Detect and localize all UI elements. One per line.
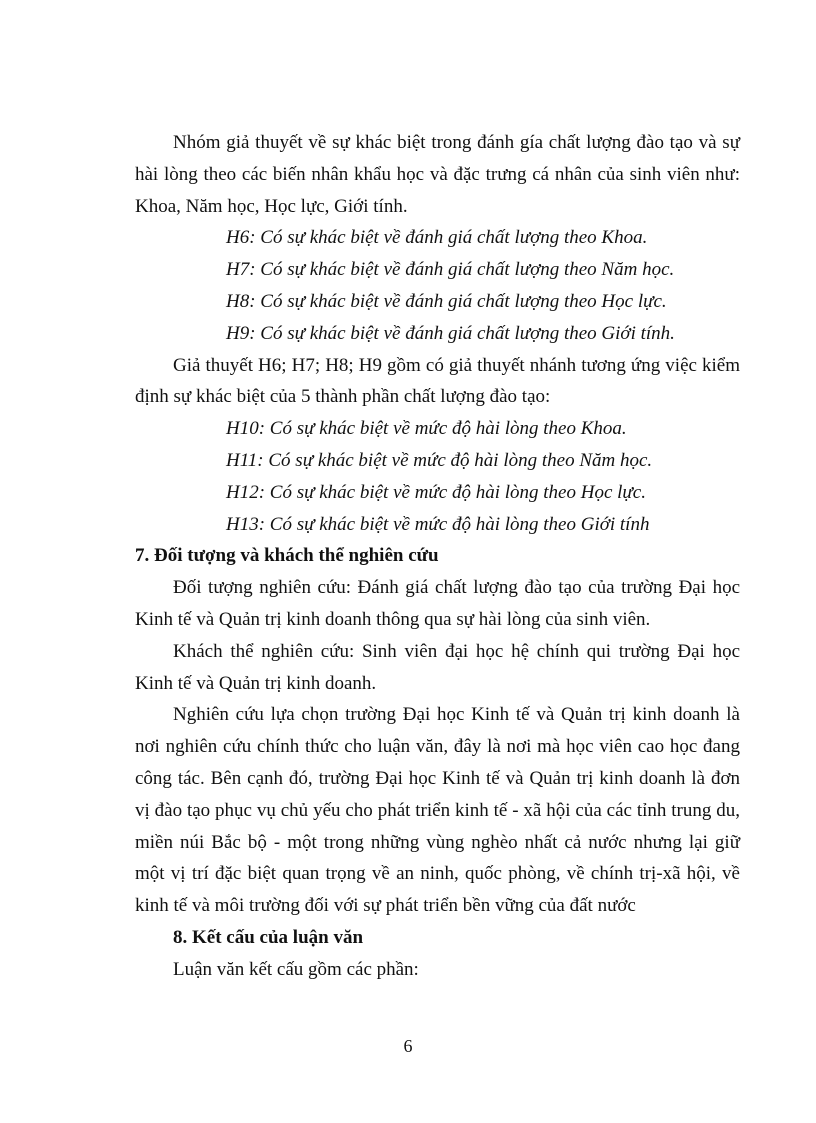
page-number: 6 — [403, 1036, 413, 1056]
hypothesis-h12: H12: Có sự khác biệt về mức độ hài lòng theo Học lực. — [226, 481, 646, 503]
paragraph-thesis-structure: Luận văn kết cấu gồm các phần: — [173, 958, 419, 980]
hypothesis-h11: H11: Có sự khác biệt về mức độ hài lòng theo Năm học. — [226, 449, 653, 471]
paragraph-research-site: Nghiên cứu lựa chọn trường Đại học Kinh tế và Quản trị kinh doanh là nơi nghiên cứu chính thức cho luận văn, đây là nơi mà học viên cao học đang công tác. Bên cạnh đó, trường Đại học Kinh tế và Quản trị kinh doanh là đơn vị đào tạo phục vụ chủ yếu cho phát triển kinh tế - xã hội của các tỉnh trung du, miền núi Bắc bộ - một trong những vùng nghèo nhất cả nước nhưng lại giữ một vị trí đặc biệt quan trọng về an ninh, quốc phòng, về chính trị-xã hội, về kinh tế và môi trường đối với sự phát triển bền vững của đất nước — [135, 704, 740, 917]
hypothesis-h13: H13: Có sự khác biệt về mức độ hài lòng theo Giới tính — [226, 513, 650, 535]
hypothesis-h8: H8: Có sự khác biệt về đánh giá chất lượng theo Học lực. — [226, 290, 667, 312]
hypothesis-h6: H6: Có sự khác biệt về đánh giá chất lượng theo Khoa. — [226, 227, 648, 249]
paragraph-research-subject: Khách thể nghiên cứu: Sinh viên đại học hệ chính qui trường Đại học Kinh tế và Quản trị kinh doanh. — [135, 640, 740, 694]
paragraph-hypothesis-group-intro: Nhóm giả thuyết về sự khác biệt trong đánh gía chất lượng đào tạo và sự hài lòng theo các biến nhân khẩu học và đặc trưng cá nhân của sinh viên như: Khoa, Năm học, Học lực, Giới tính. — [135, 132, 740, 217]
page-body — [135, 127, 740, 986]
section-heading-8: 8. Kết cấu của luận văn — [173, 926, 364, 948]
hypothesis-h9: H9: Có sự khác biệt về đánh giá chất lượng theo Giới tính. — [226, 322, 675, 344]
paragraph-research-object: Đối tượng nghiên cứu: Đánh giá chất lượng đào tạo của trường Đại học Kinh tế và Quản trị kinh doanh thông qua sự hài lòng của sinh viên. — [135, 577, 740, 630]
hypothesis-h10: H10: Có sự khác biệt về mức độ hài lòng theo Khoa. — [226, 418, 627, 440]
paragraph-sub-hypotheses: Giả thuyết H6; H7; H8; H9 gồm có giả thuyết nhánh tương ứng việc kiểm định sự khác biệt của 5 thành phần chất lượng đào tạo: — [135, 354, 740, 408]
section-heading-7: 7. Đối tượng và khách thể nghiên cứu — [135, 545, 439, 567]
hypothesis-h7: H7: Có sự khác biệt về đánh giá chất lượng theo Năm học. — [226, 259, 675, 281]
